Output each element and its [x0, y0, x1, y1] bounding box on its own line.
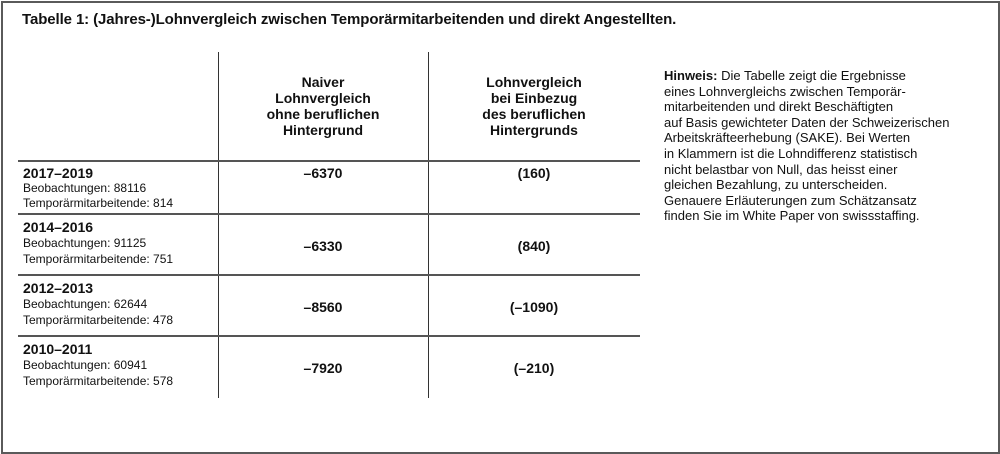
adjusted-value: (160) [517, 165, 551, 181]
note-line: finden Sie im White Paper von swissstaffing. [664, 208, 920, 224]
table-title: Tabelle 1: (Jahres-)Lohnvergleich zwischen Temporärmitarbeitenden und direkt Angestellten. [22, 11, 677, 28]
note-line: mitarbeitenden und direkt Beschäftigten [664, 99, 894, 115]
header-line: bei Einbezug [490, 90, 578, 106]
column-header-adjusted [428, 74, 640, 138]
temp-worker-count: Temporärmitarbeitende: 814 [23, 196, 174, 210]
header-line: des beruflichen [482, 106, 586, 122]
period-label: 2010–2011 [23, 341, 93, 357]
note-line: eines Lohnvergleichs zwischen Temporär- [664, 83, 906, 99]
observations-count: Beobachtungen: 62644 [23, 297, 148, 311]
header-line: Lohnvergleich [275, 90, 371, 106]
temp-worker-count: Temporärmitarbeitende: 751 [23, 252, 174, 266]
row-divider [18, 160, 640, 162]
naive-value: –8560 [303, 299, 343, 315]
note-line: auf Basis gewichteter Daten der Schweizerischen [664, 114, 950, 130]
table-row [18, 277, 640, 335]
table-row [18, 216, 640, 274]
period-label: 2014–2016 [23, 219, 94, 235]
header-line: Lohnvergleich [486, 74, 582, 90]
naive-value: –6330 [303, 238, 343, 254]
note-line: Genauere Erläuterungen zum Schätzansatz [664, 192, 917, 208]
row-divider [18, 335, 640, 337]
note-label: Hinweis: [664, 68, 718, 83]
observations-count: Beobachtungen: 60941 [23, 358, 148, 372]
column-header-naive [218, 74, 428, 138]
adjusted-value: (–1090) [509, 299, 559, 315]
naive-value: –7920 [303, 360, 343, 376]
temp-worker-count: Temporärmitarbeitende: 478 [23, 313, 174, 327]
note-line: Arbeitskräfteerhebung (SAKE). Bei Werten [664, 130, 911, 146]
table-row [18, 338, 640, 398]
note-line: gleichen Bezahlung, zu unterscheiden. [664, 177, 888, 193]
note-text: Die Tabelle zeigt die Ergebnisse [717, 68, 906, 83]
naive-value: –6370 [303, 165, 343, 181]
header-line: Hintergrunds [490, 122, 578, 138]
row-divider [18, 213, 640, 215]
period-label: 2012–2013 [23, 280, 94, 296]
adjusted-value: (–210) [513, 360, 555, 376]
row-divider [18, 274, 640, 276]
observations-count: Beobachtungen: 88116 [23, 181, 147, 195]
adjusted-value: (840) [517, 238, 551, 254]
note-line: in Klammern ist die Lohndifferenz statistisch [664, 145, 918, 161]
table-row [18, 163, 640, 213]
temp-worker-count: Temporärmitarbeitende: 578 [23, 374, 174, 388]
note-line [664, 68, 984, 84]
period-label: 2017–2019 [23, 165, 94, 181]
header-line: Naiver [301, 74, 345, 90]
table-note [664, 68, 984, 224]
header-line: ohne beruflichen [266, 106, 380, 122]
header-line: Hintergrund [282, 122, 364, 138]
observations-count: Beobachtungen: 91125 [23, 236, 147, 250]
note-line: nicht belastbar von Null, das heisst einer [664, 161, 898, 177]
